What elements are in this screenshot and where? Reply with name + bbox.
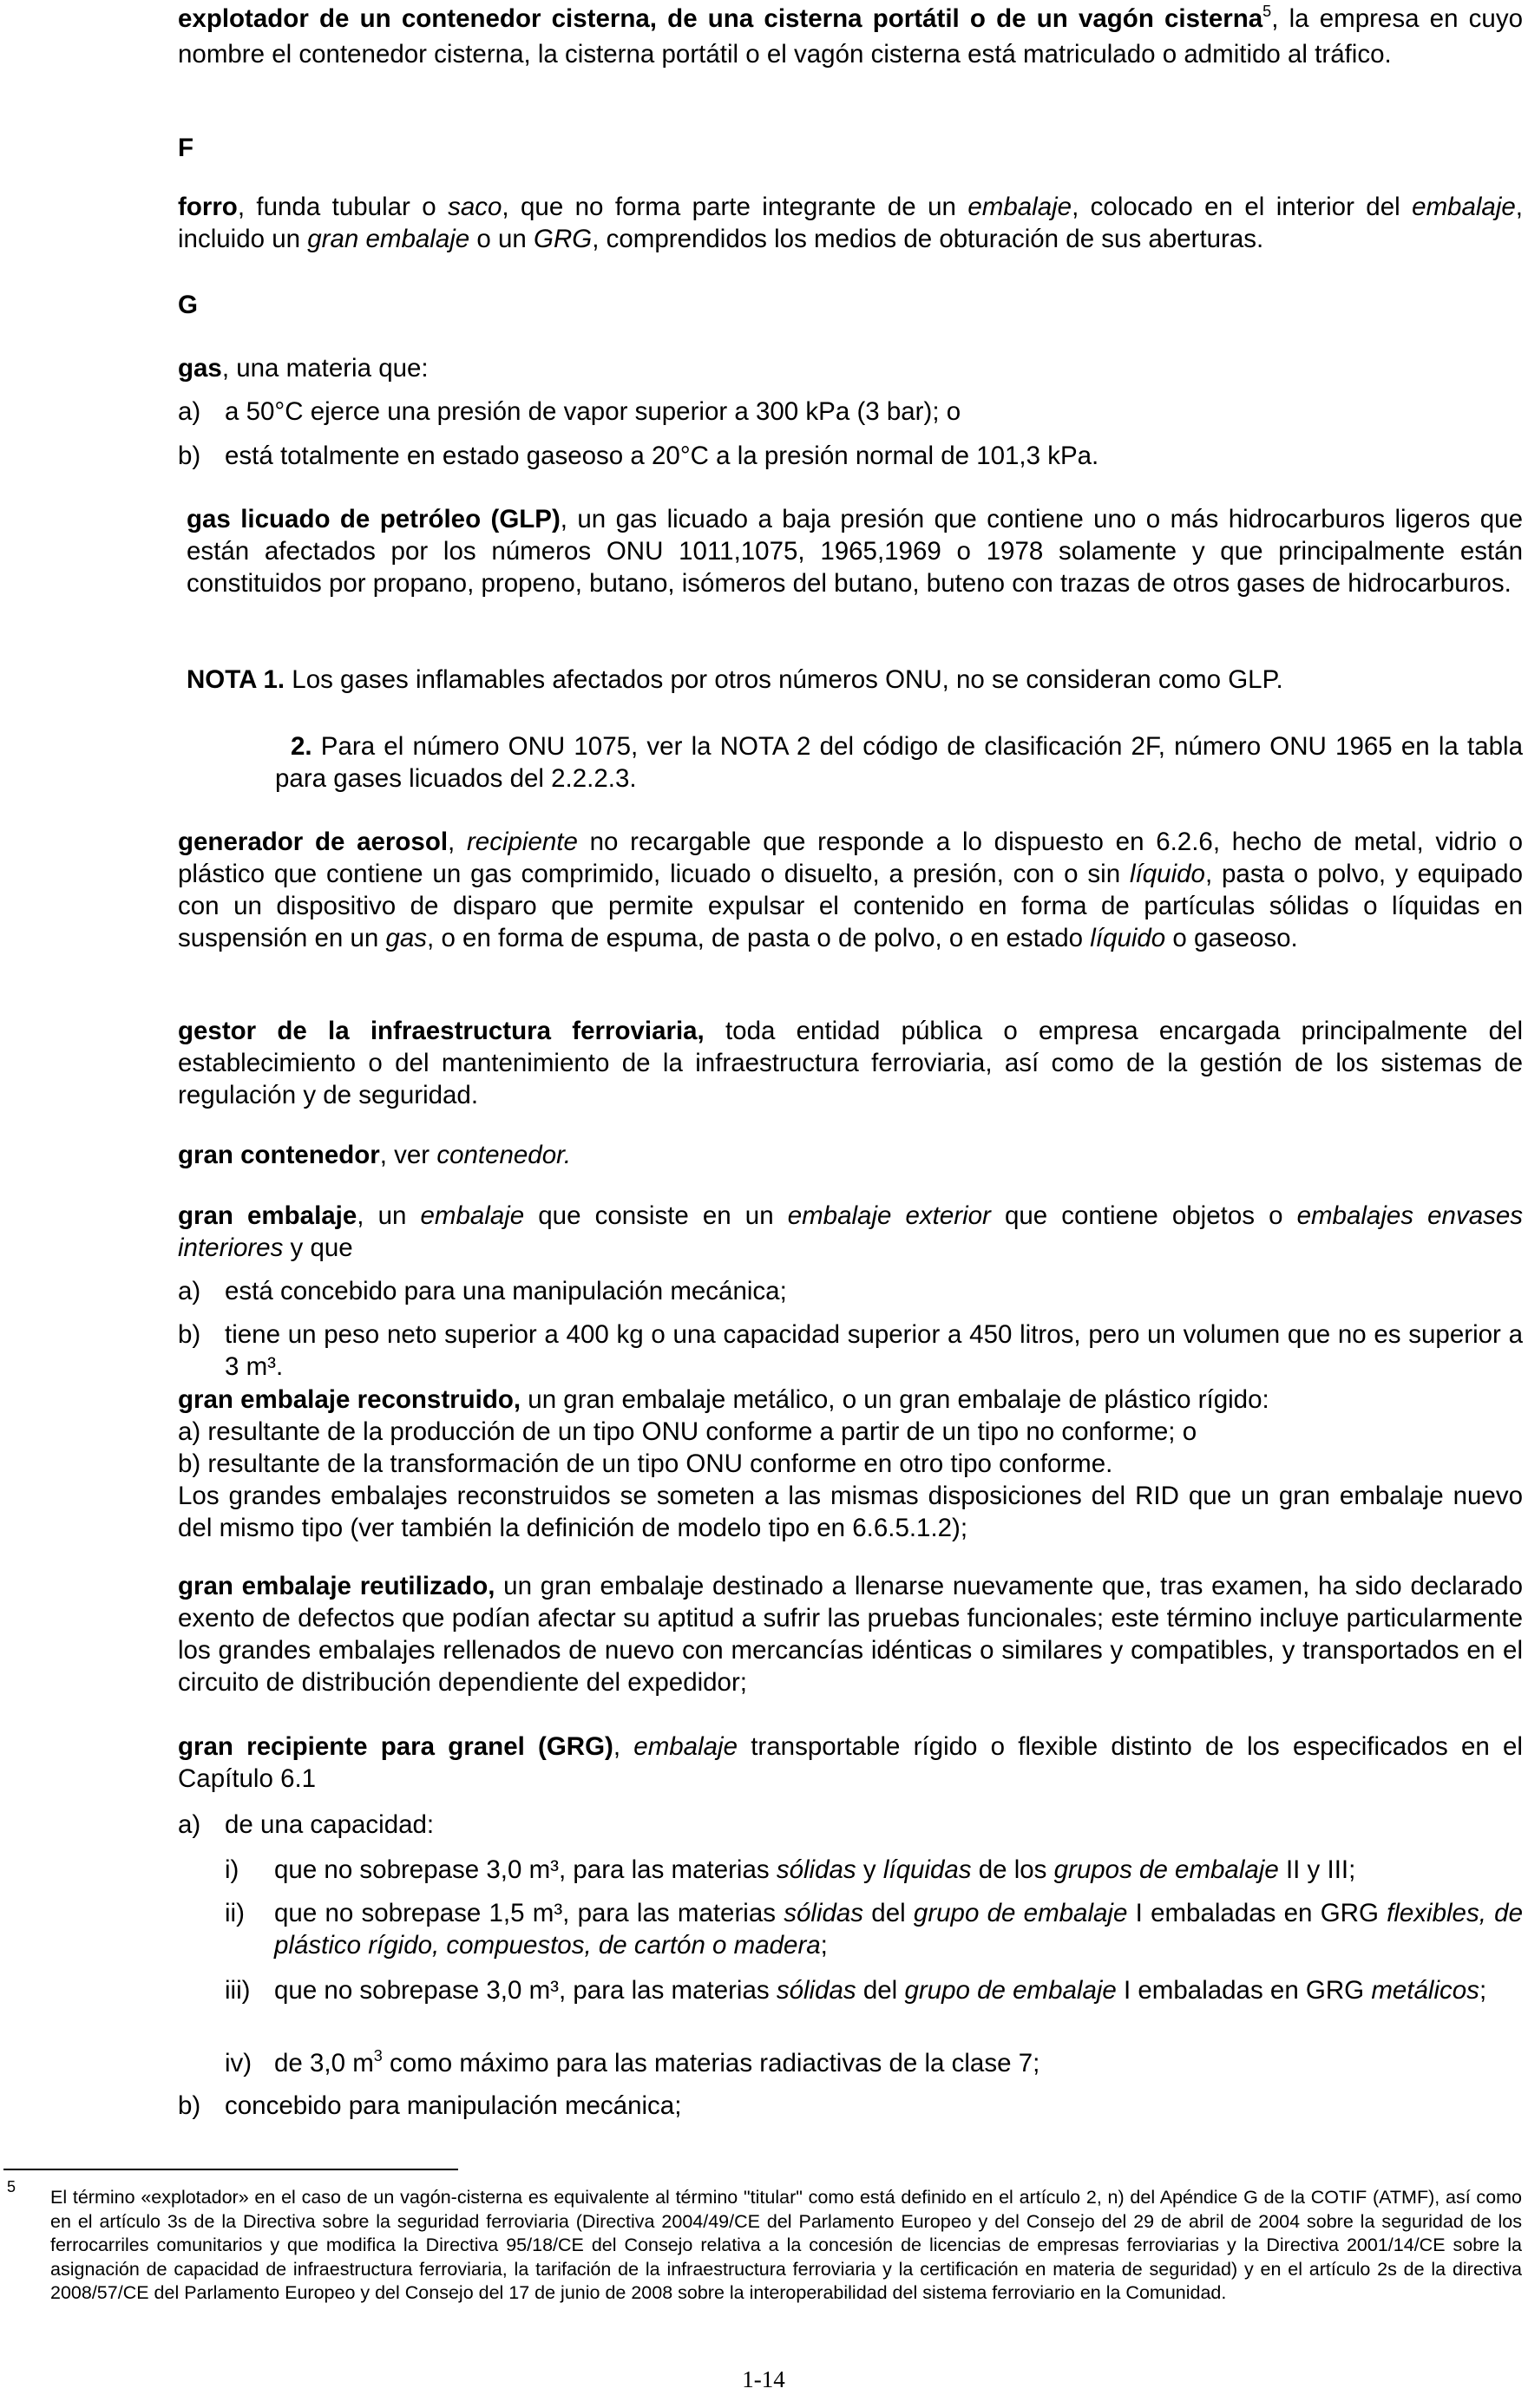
footnote-text: El término «explotador» en el caso de un vagón-cisterna es equivalente al término "titular" como está definido en el artículo 2, n) del Apéndice G de la COTIF (ATMF), así como en el artículo 3s de la Directiva sobre la seguridad ferroviaria (Directiva 2004/49/CE del Parlamento Europeo y del Consejo del 29 de abril de 2004 sobre la seguridad de los ferrocarriles comunitarios y que modifica la Directiva 95/18/CE del Consejo relativa a la concesión de licencias de empresas ferroviarias y la Directiva 2001/14/CE sobre la asignación de capacidad de infraestructura ferroviaria, la tarifación de la infraestructura ferroviaria y la certificación en materia de seguridad) y en el artículo 2s de la directiva 2008/57/CE del Parlamento Europeo y del Consejo del 17 de junio de 2008 sobre la interoperabilidad del sistema ferroviario en la Comunidad.: [50, 2187, 1522, 2303]
term-forro: forro: [178, 193, 238, 221]
list-item: i) que no sobrepase 3,0 m³, para las materias sólidas y líquidas de los grupos de embalaje II y III;: [225, 1855, 1356, 1884]
definition-explotador: explotador de un contenedor cisterna, de una cisterna portátil o de un vagón cisterna$^5$, la empresa en cuyo nombre el contenedor cisterna, la cisterna portátil o el vagón cisterna está matriculado o admitido al tráfico.: [178, 3, 1523, 69]
term-gran-contenedor: gran contenedor: [178, 1141, 380, 1169]
section-letter-g: G: [178, 291, 198, 319]
term-gran-embalaje: gran embalaje: [178, 1201, 357, 1230]
list-item: b) está totalmente en estado gaseoso a 20°C a la presión normal de 101,3 kPa.: [178, 442, 1099, 470]
term-grg: gran recipiente para granel (GRG): [178, 1732, 613, 1761]
list-item: a) a 50°C ejerce una presión de vapor superior a 300 kPa (3 bar); o: [178, 397, 961, 426]
list-item: b) resultante de la transformación de un tipo ONU conforme en otro tipo conforme.: [178, 1449, 1113, 1478]
definition-generador-de-aerosol: generador de aerosol, recipiente no recargable que responde a lo dispuesto en 6.2.6, hecho de metal, vidrio o plástico que contiene un gas comprimido, licuado o disuelto, a presión, con o sin líquido, pasta o polvo, y equipado con un dispositivo de disparo que permite expulsar el contenido en forma de partículas sólidas o líquidas en suspensión en un gas, o en forma de espuma, de pasta o de polvo, o en estado líquido o gaseoso.: [178, 828, 1523, 952]
definition-gran-embalaje-reutilizado: gran embalaje reutilizado, un gran embalaje destinado a llenarse nuevamente que, tras examen, ha sido declarado exento de defectos que podían afectar su aptitud a sufrir las pruebas funcionales; este término incluye particularmente los grandes embalajes rellenados de nuevo con mercancías idénticas o similares y compatibles, y transportados en el circuito de distribución dependiente del expedidor;: [178, 1572, 1524, 1697]
section-letter-f: F: [178, 134, 194, 162]
note-1: NOTA 1. Los gases inflamables afectados por otros números ONU, no se consideran como GLP.: [187, 665, 1283, 694]
list-item: iii) que no sobrepase 3,0 m³, para las materias sólidas del grupo de embalaje I embaladas en GRG metálicos;: [225, 1976, 1487, 2005]
term-generador-de-aerosol: generador de aerosol: [178, 828, 449, 856]
list-item: a) está concebido para una manipulación mecánica;: [178, 1277, 787, 1305]
definition-grg: gran recipiente para granel (GRG), embalaje transportable rígido o flexible distinto de los especificados en el Capítulo 6.1: [178, 1732, 1523, 1793]
paragraph: Los grandes embalajes reconstruidos se someten a las mismas disposiciones del RID que un gran embalaje nuevo del mismo tipo (ver también la definición de modelo tipo en 6.6.5.1.2);: [178, 1482, 1523, 1542]
footnote-mark: 5: [7, 2178, 16, 2195]
note-2: 2. Para el número ONU 1075, ver la NOTA 2 del código de clasificación 2F, número ONU 1965 en la tabla para gases licuados del 2.2.2.3.: [275, 732, 1523, 793]
definition-gran-contenedor: gran contenedor, ver contenedor.: [178, 1141, 572, 1169]
list-item: b) tiene un peso neto superior a 400 kg o una capacidad superior a 450 litros, pero un volumen que no es superior a 3 m³.: [178, 1320, 1523, 1381]
page-number: 1-14: [742, 2366, 785, 2392]
list-item: a) resultante de la producción de un tipo ONU conforme a partir de un tipo no conforme; o: [178, 1417, 1197, 1446]
term-gestor: gestor de la infraestructura ferroviaria,: [178, 1017, 705, 1045]
footnote-ref: 5: [1262, 3, 1272, 20]
definition-forro: forro, funda tubular o saco, que no forma parte integrante de un embalaje, colocado en el interior del embalaje, incluido un gran embalaje o un GRG, comprendidos los medios de obturación de sus aberturas.: [178, 193, 1523, 253]
list-item: a) de una capacidad:: [178, 1810, 435, 1839]
term-gran-embalaje-reutilizado: gran embalaje reutilizado,: [178, 1572, 495, 1600]
footnote-separator: [3, 2169, 458, 2170]
term-gas: gas: [178, 354, 222, 383]
definition-gas: gas, una materia que:: [178, 354, 429, 383]
list-item: iv) de 3,0 $m^3$ como máximo para las materias radiactivas de la clase 7;: [225, 2047, 1040, 2078]
list-item: b) concebido para manipulación mecánica;: [178, 2091, 682, 2120]
definition-gran-embalaje-reconstruido: gran embalaje reconstruido, un gran embalaje metálico, o un gran embalaje de plástico rígido:: [178, 1385, 1269, 1414]
definition-glp: gas licuado de petróleo (GLP), un gas licuado a baja presión que contiene uno o más hidrocarburos ligeros que están afectados por los números ONU 1011,1075, 1965,1969 o 1978 solamente y que principalmente están constituidos por propano, propeno, butano, isómeros del butano, buteno con trazas de otros gases de hidrocarburos.: [187, 505, 1523, 598]
term-explotador: explotador de un contenedor cisterna, de una cisterna portátil o de un vagón cisterna: [178, 4, 1263, 33]
list-item: ii) que no sobrepase 1,5 m³, para las materias sólidas del grupo de embalaje I embaladas en GRG flexibles, de plástico rígido, compuestos, de cartón o madera;: [225, 1899, 1523, 1960]
term-glp: gas licuado de petróleo (GLP): [187, 505, 561, 533]
term-gran-embalaje-reconstruido: gran embalaje reconstruido,: [178, 1385, 521, 1414]
definition-gestor: gestor de la infraestructura ferroviaria, toda entidad pública o empresa encargada principalmente del establecimiento o del mantenimiento de la infraestructura ferroviaria, así como de la gestión de los sistemas de regulación y de seguridad.: [178, 1017, 1523, 1109]
definition-gran-embalaje: gran embalaje, un embalaje que consiste en un embalaje exterior que contiene objetos o embalajes envases interiores y que: [178, 1201, 1524, 1262]
